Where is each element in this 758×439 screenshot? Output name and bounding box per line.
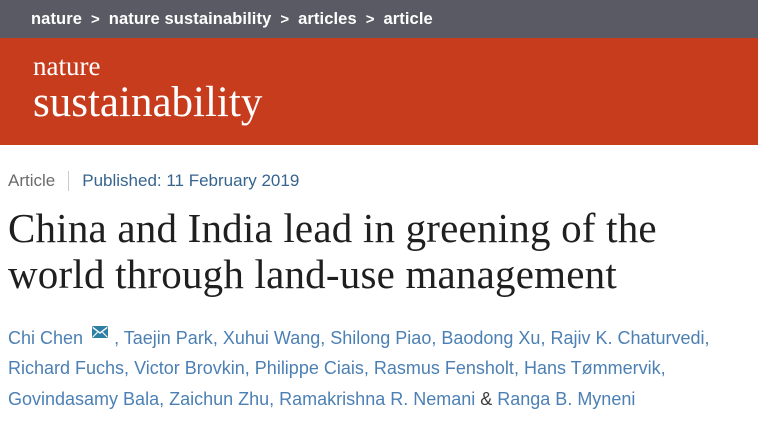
breadcrumb-link-nature[interactable]: nature [31, 9, 83, 28]
author-link[interactable]: Ranga B. Myneni [497, 389, 636, 409]
author-separator: , [269, 389, 280, 409]
author-separator: , [159, 389, 170, 409]
author-link[interactable]: Ramakrishna R. Nemani [279, 389, 476, 409]
article-title: China and India lead in greening of the world through land-use management [8, 205, 657, 297]
author-separator: , [660, 358, 666, 379]
chevron-right-icon: > [280, 10, 290, 28]
author-link[interactable]: Baodong Xu [441, 327, 541, 348]
article-header [0, 171, 758, 415]
author-separator: , [114, 327, 124, 348]
author-link[interactable]: Taejin Park [123, 327, 213, 348]
author-link[interactable]: Govindasamy Bala [8, 389, 160, 409]
breadcrumb-link-articles[interactable]: articles [298, 9, 357, 28]
article-type-label: Article [8, 171, 56, 190]
breadcrumb-link-nature-sustainability[interactable]: nature sustainability [108, 9, 272, 28]
journal-logo-line1: nature [33, 51, 101, 81]
author-link[interactable]: Richard Fuchs [8, 358, 125, 379]
journal-logo-line2: sustainability [33, 79, 263, 127]
author-link[interactable]: Philippe Ciais [254, 358, 364, 379]
breadcrumb [0, 0, 758, 38]
author-link[interactable]: Chi Chen [8, 327, 84, 348]
author-separator: , [363, 358, 374, 379]
author-list [8, 323, 746, 415]
journal-banner [0, 38, 758, 145]
published-date: Published: 11 February 2019 [82, 171, 300, 190]
envelope-icon[interactable] [92, 317, 108, 348]
author-separator: , [212, 327, 223, 348]
author-separator: , [540, 327, 551, 348]
author-link[interactable]: Zaichun Zhu [169, 389, 270, 409]
author-link[interactable]: Rajiv K. Chaturvedi [550, 327, 705, 348]
author-separator: , [513, 358, 524, 379]
author-separator: , [704, 327, 710, 348]
author-link[interactable]: Victor Brovkin [134, 358, 245, 379]
journal-logo[interactable] [33, 52, 758, 125]
author-ampersand: & [475, 389, 498, 409]
author-link[interactable]: Xuhui Wang [222, 327, 321, 348]
author-separator: , [124, 358, 135, 379]
author-separator: , [244, 358, 255, 379]
author-link[interactable]: Hans Tømmervik [523, 358, 661, 379]
breadcrumb-link-article[interactable]: article [383, 9, 433, 28]
author-separator: , [320, 327, 331, 348]
author-link[interactable]: Rasmus Fensholt [373, 358, 514, 379]
chevron-right-icon: > [91, 10, 100, 28]
author-separator: , [431, 327, 442, 348]
author-link[interactable]: Shilong Piao [330, 327, 432, 348]
chevron-right-icon: > [365, 10, 375, 28]
divider [68, 171, 69, 191]
article-meta [8, 171, 746, 191]
